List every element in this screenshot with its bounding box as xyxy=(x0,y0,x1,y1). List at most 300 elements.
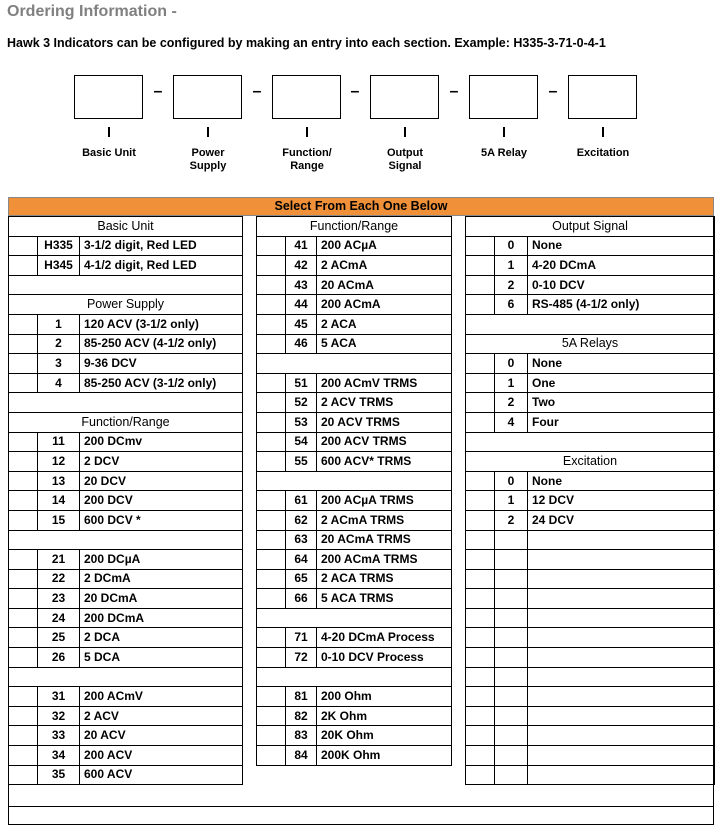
spacer-cell xyxy=(466,432,715,452)
blank-cell xyxy=(257,256,286,276)
description-cell: 2 ACA TRMS xyxy=(317,569,452,589)
separator-dash: – xyxy=(350,83,360,100)
blank-cell xyxy=(466,393,495,413)
description-cell: None xyxy=(528,354,715,374)
blank-cell xyxy=(466,589,495,609)
description-cell: 20 ACV TRMS xyxy=(317,412,452,432)
description-cell: 85-250 ACV (4-1/2 only) xyxy=(80,334,243,354)
code-cell: 45 xyxy=(286,314,317,334)
code-cell: 11 xyxy=(38,432,80,452)
blank-cell xyxy=(466,491,495,511)
part-label-output-signal: Output Signal xyxy=(386,147,424,172)
description-cell: 2 ACmA xyxy=(317,256,452,276)
table-row xyxy=(9,373,243,393)
description-cell: 2 DCV xyxy=(80,452,243,472)
code-cell: 1 xyxy=(495,373,528,393)
blank-cell xyxy=(466,354,495,374)
table-row xyxy=(257,256,452,276)
part-label-basic-unit: Basic Unit xyxy=(82,147,136,159)
blank-cell xyxy=(466,471,495,491)
table-row xyxy=(257,314,452,334)
part-label-excitation: Excitation xyxy=(576,147,630,159)
table-row xyxy=(257,295,452,315)
code-cell: 6 xyxy=(495,295,528,315)
description-cell xyxy=(528,628,715,648)
description-cell: 600 ACV xyxy=(80,765,243,785)
blank-cell xyxy=(257,706,286,726)
code-cell xyxy=(495,569,528,589)
blank-cell xyxy=(9,726,38,746)
description-cell: 24 DCV xyxy=(528,510,715,530)
blank-cell xyxy=(9,334,38,354)
blank-cell xyxy=(9,706,38,726)
table-row xyxy=(257,589,452,609)
blank-cell xyxy=(9,608,38,628)
code-cell xyxy=(495,648,528,668)
blank-cell xyxy=(466,746,495,766)
blank-cell xyxy=(257,491,286,511)
description-cell: None xyxy=(528,236,715,256)
table-row xyxy=(466,589,715,609)
blank-cell xyxy=(466,510,495,530)
table-row xyxy=(9,765,243,785)
code-cell: 2 xyxy=(38,334,80,354)
description-cell: 200 DCµA xyxy=(80,550,243,570)
code-cell: 81 xyxy=(286,687,317,707)
code-cell: 13 xyxy=(38,471,80,491)
blank-cell xyxy=(466,256,495,276)
section-header-row xyxy=(466,334,715,354)
code-cell: 55 xyxy=(286,452,317,472)
blank-cell xyxy=(257,236,286,256)
description-cell xyxy=(528,706,715,726)
code-cell: 46 xyxy=(286,334,317,354)
section-header-row xyxy=(466,452,715,472)
code-cell: 1 xyxy=(495,491,528,511)
description-cell: 20 DCmA xyxy=(80,589,243,609)
intro-text: Hawk 3 Indicators can be configured by making an entry into each section. Example: H335-3-71-0-4-1 xyxy=(7,36,606,50)
code-cell: 35 xyxy=(38,765,80,785)
spacer-cell xyxy=(9,275,243,295)
code-cell: 12 xyxy=(38,452,80,472)
description-cell: 5 DCA xyxy=(80,648,243,668)
table-row xyxy=(466,510,715,530)
code-cell: H335 xyxy=(38,236,80,256)
description-cell: 200 DCmv xyxy=(80,432,243,452)
blank-cell xyxy=(257,373,286,393)
part-box-output-signal xyxy=(370,75,439,119)
spacer-cell xyxy=(466,314,715,334)
spacer-row xyxy=(466,432,715,452)
table-row xyxy=(257,706,452,726)
code-cell: 23 xyxy=(38,589,80,609)
section-header-row xyxy=(9,217,243,237)
table-row xyxy=(257,746,452,766)
spacer-cell xyxy=(9,393,243,413)
part-box-basic-unit xyxy=(74,75,143,119)
table-row xyxy=(466,393,715,413)
table-row xyxy=(466,608,715,628)
description-cell: 200 ACV xyxy=(80,746,243,766)
description-cell: 4-20 DCmA xyxy=(528,256,715,276)
code-cell: 54 xyxy=(286,432,317,452)
code-cell: 31 xyxy=(38,687,80,707)
section-header: 5A Relays xyxy=(466,334,715,354)
code-cell: H345 xyxy=(38,256,80,276)
table-row xyxy=(9,491,243,511)
description-cell: 200 ACµA xyxy=(317,236,452,256)
code-cell: 83 xyxy=(286,726,317,746)
description-cell: 5 ACA xyxy=(317,334,452,354)
blank-cell xyxy=(9,569,38,589)
code-cell: 33 xyxy=(38,726,80,746)
part-box-power-supply xyxy=(173,75,242,119)
code-cell: 24 xyxy=(38,608,80,628)
description-cell: 3-1/2 digit, Red LED xyxy=(80,236,243,256)
tick-mark xyxy=(306,127,308,137)
blank-cell xyxy=(257,648,286,668)
table-row xyxy=(257,236,452,256)
blank-cell xyxy=(9,354,38,374)
description-cell: Four xyxy=(528,412,715,432)
code-cell xyxy=(495,608,528,628)
section-header: Excitation xyxy=(466,452,715,472)
table-row xyxy=(466,295,715,315)
code-cell: 0 xyxy=(495,236,528,256)
description-cell xyxy=(528,765,715,785)
code-cell: 4 xyxy=(495,412,528,432)
code-cell: 34 xyxy=(38,746,80,766)
description-cell: 20 ACmA TRMS xyxy=(317,530,452,550)
blank-cell xyxy=(9,765,38,785)
blank-cell xyxy=(257,550,286,570)
separator-dash: – xyxy=(548,83,558,100)
blank-cell xyxy=(257,295,286,315)
description-cell: 200 ACmV xyxy=(80,687,243,707)
separator-dash: – xyxy=(449,83,459,100)
spacer-cell xyxy=(257,667,452,687)
table-row xyxy=(9,706,243,726)
section-header-row xyxy=(257,217,452,237)
code-cell: 3 xyxy=(38,354,80,374)
table-row xyxy=(9,589,243,609)
blank-cell xyxy=(466,608,495,628)
description-cell xyxy=(528,589,715,609)
spacer-cell xyxy=(257,354,452,374)
basic-unit-power-function-table xyxy=(8,216,243,785)
table-row xyxy=(466,648,715,668)
description-cell: 2 ACmA TRMS xyxy=(317,510,452,530)
blank-cell xyxy=(9,432,38,452)
code-cell xyxy=(495,765,528,785)
table-row xyxy=(466,550,715,570)
blank-cell xyxy=(466,706,495,726)
description-cell: Two xyxy=(528,393,715,413)
description-cell: 0-10 DCV xyxy=(528,275,715,295)
section-header-row xyxy=(9,295,243,315)
description-cell: 200 Ohm xyxy=(317,687,452,707)
description-cell: 600 ACV* TRMS xyxy=(317,452,452,472)
blank-cell xyxy=(257,510,286,530)
table-row xyxy=(257,569,452,589)
spacer-cell xyxy=(257,608,452,628)
code-cell: 15 xyxy=(38,510,80,530)
table-row xyxy=(9,510,243,530)
spacer-cell xyxy=(257,471,452,491)
tick-mark xyxy=(404,127,406,137)
spacer-cell xyxy=(9,530,243,550)
table-row xyxy=(257,452,452,472)
spacer-row xyxy=(257,608,452,628)
code-cell: 64 xyxy=(286,550,317,570)
table-row xyxy=(257,530,452,550)
code-cell: 4 xyxy=(38,373,80,393)
tick-mark xyxy=(108,127,110,137)
description-cell: 200 ACmV TRMS xyxy=(317,373,452,393)
code-cell xyxy=(495,746,528,766)
blank-cell xyxy=(9,236,38,256)
table-row xyxy=(9,314,243,334)
table-row xyxy=(257,334,452,354)
code-cell: 72 xyxy=(286,648,317,668)
blank-cell xyxy=(466,295,495,315)
table-row xyxy=(257,373,452,393)
table-row xyxy=(257,393,452,413)
blank-cell xyxy=(9,550,38,570)
blank-cell xyxy=(257,530,286,550)
table-row xyxy=(466,471,715,491)
spacer-row xyxy=(257,354,452,374)
table-row xyxy=(466,236,715,256)
blank-cell xyxy=(466,373,495,393)
code-cell xyxy=(495,550,528,570)
table-row xyxy=(9,608,243,628)
description-cell: 12 DCV xyxy=(528,491,715,511)
spacer-row xyxy=(9,393,243,413)
code-cell: 41 xyxy=(286,236,317,256)
code-cell: 66 xyxy=(286,589,317,609)
blank-cell xyxy=(466,530,495,550)
part-label-power-supply: Power Supply xyxy=(189,147,227,172)
description-cell: 85-250 ACV (3-1/2 only) xyxy=(80,373,243,393)
blank-cell xyxy=(257,726,286,746)
table-row xyxy=(466,628,715,648)
blank-cell xyxy=(9,510,38,530)
code-cell: 84 xyxy=(286,746,317,766)
code-cell xyxy=(495,706,528,726)
blank-cell xyxy=(9,648,38,668)
code-cell xyxy=(495,687,528,707)
description-cell xyxy=(528,569,715,589)
description-cell: 4-1/2 digit, Red LED xyxy=(80,256,243,276)
table-row xyxy=(466,354,715,374)
section-header: Function/Range xyxy=(257,217,452,237)
table-row xyxy=(9,256,243,276)
code-cell: 14 xyxy=(38,491,80,511)
spacer-row xyxy=(9,275,243,295)
table-row xyxy=(9,628,243,648)
description-cell: 200 ACV TRMS xyxy=(317,432,452,452)
description-cell: 20 ACmA xyxy=(317,275,452,295)
description-cell: 2K Ohm xyxy=(317,706,452,726)
table-row xyxy=(9,452,243,472)
table-row xyxy=(257,432,452,452)
table-row xyxy=(466,275,715,295)
blank-cell xyxy=(257,687,286,707)
code-cell: 1 xyxy=(495,256,528,276)
part-label-5a-relay: 5A Relay xyxy=(480,147,528,159)
table-row xyxy=(466,491,715,511)
table-row xyxy=(257,687,452,707)
code-cell xyxy=(495,589,528,609)
code-cell xyxy=(495,726,528,746)
table-row xyxy=(257,275,452,295)
description-cell xyxy=(528,530,715,550)
blank-cell xyxy=(257,746,286,766)
blank-cell xyxy=(9,491,38,511)
code-cell: 63 xyxy=(286,530,317,550)
blank-cell xyxy=(466,412,495,432)
tick-mark xyxy=(207,127,209,137)
code-cell: 2 xyxy=(495,393,528,413)
blank-cell xyxy=(466,236,495,256)
table-row xyxy=(9,648,243,668)
part-box-excitation xyxy=(568,75,637,119)
table-row xyxy=(466,726,715,746)
table-row xyxy=(466,373,715,393)
description-cell: 200 ACµA TRMS xyxy=(317,491,452,511)
blank-cell xyxy=(9,256,38,276)
section-header: Power Supply xyxy=(9,295,243,315)
description-cell xyxy=(528,746,715,766)
code-cell: 42 xyxy=(286,256,317,276)
spacer-row xyxy=(466,314,715,334)
code-cell: 21 xyxy=(38,550,80,570)
blank-cell xyxy=(257,314,286,334)
table-row xyxy=(466,687,715,707)
part-label-function-range: Function/ Range xyxy=(282,147,332,172)
description-cell: 600 DCV * xyxy=(80,510,243,530)
code-cell: 61 xyxy=(286,491,317,511)
table-row xyxy=(9,236,243,256)
blank-cell xyxy=(257,334,286,354)
blank-cell xyxy=(257,569,286,589)
blank-cell xyxy=(466,667,495,687)
description-cell: 5 ACA TRMS xyxy=(317,589,452,609)
description-cell: None xyxy=(528,471,715,491)
blank-cell xyxy=(257,452,286,472)
blank-cell xyxy=(9,452,38,472)
spacer-row xyxy=(257,667,452,687)
description-cell: 2 ACV xyxy=(80,706,243,726)
section-header: Output Signal xyxy=(466,217,715,237)
code-cell: 1 xyxy=(38,314,80,334)
table-row xyxy=(9,432,243,452)
blank-cell xyxy=(9,373,38,393)
code-cell: 2 xyxy=(495,275,528,295)
blank-cell xyxy=(257,432,286,452)
table-row xyxy=(466,412,715,432)
code-cell: 0 xyxy=(495,471,528,491)
section-header: Basic Unit xyxy=(9,217,243,237)
code-cell: 0 xyxy=(495,354,528,374)
table-row xyxy=(466,746,715,766)
code-cell: 2 xyxy=(495,510,528,530)
blank-cell xyxy=(466,765,495,785)
description-cell: 120 ACV (3-1/2 only) xyxy=(80,314,243,334)
table-row xyxy=(257,550,452,570)
description-cell: 20K Ohm xyxy=(317,726,452,746)
section-header-row xyxy=(466,217,715,237)
code-cell: 52 xyxy=(286,393,317,413)
table-row xyxy=(9,726,243,746)
blank-cell xyxy=(466,687,495,707)
blank-cell xyxy=(466,628,495,648)
section-header-row xyxy=(9,412,243,432)
code-cell: 51 xyxy=(286,373,317,393)
blank-cell xyxy=(257,275,286,295)
table-row xyxy=(466,765,715,785)
blank-cell xyxy=(9,687,38,707)
table-row xyxy=(466,667,715,687)
part-box-function-range xyxy=(272,75,341,119)
description-cell xyxy=(528,550,715,570)
blank-cell xyxy=(9,589,38,609)
description-cell: 4-20 DCmA Process xyxy=(317,628,452,648)
code-cell: 44 xyxy=(286,295,317,315)
code-cell: 62 xyxy=(286,510,317,530)
code-cell xyxy=(495,667,528,687)
table-row xyxy=(9,569,243,589)
table-row xyxy=(257,491,452,511)
table-row xyxy=(9,550,243,570)
table-row xyxy=(257,726,452,746)
code-cell xyxy=(495,530,528,550)
function-range-table xyxy=(256,216,452,766)
tick-mark xyxy=(503,127,505,137)
blank-cell xyxy=(9,314,38,334)
table-row xyxy=(9,354,243,374)
blank-cell xyxy=(257,412,286,432)
description-cell xyxy=(528,726,715,746)
description-cell: One xyxy=(528,373,715,393)
description-cell: 200 ACmA xyxy=(317,295,452,315)
description-cell: 2 ACV TRMS xyxy=(317,393,452,413)
blank-cell xyxy=(9,471,38,491)
description-cell: 20 ACV xyxy=(80,726,243,746)
code-cell: 82 xyxy=(286,706,317,726)
table-row xyxy=(466,530,715,550)
table-row xyxy=(257,628,452,648)
spacer-cell xyxy=(9,667,243,687)
section-header: Function/Range xyxy=(9,412,243,432)
description-cell xyxy=(528,648,715,668)
blank-cell xyxy=(466,550,495,570)
table-row xyxy=(257,648,452,668)
description-cell: 20 DCV xyxy=(80,471,243,491)
table-row xyxy=(466,706,715,726)
blank-cell xyxy=(257,628,286,648)
description-cell: 9-36 DCV xyxy=(80,354,243,374)
output-relay-excitation-table xyxy=(465,216,715,785)
table-row xyxy=(466,256,715,276)
description-cell xyxy=(528,608,715,628)
blank-cell xyxy=(257,589,286,609)
page-title: Ordering Information - xyxy=(7,3,177,20)
description-cell: 200K Ohm xyxy=(317,746,452,766)
table-row xyxy=(257,412,452,432)
code-cell: 43 xyxy=(286,275,317,295)
